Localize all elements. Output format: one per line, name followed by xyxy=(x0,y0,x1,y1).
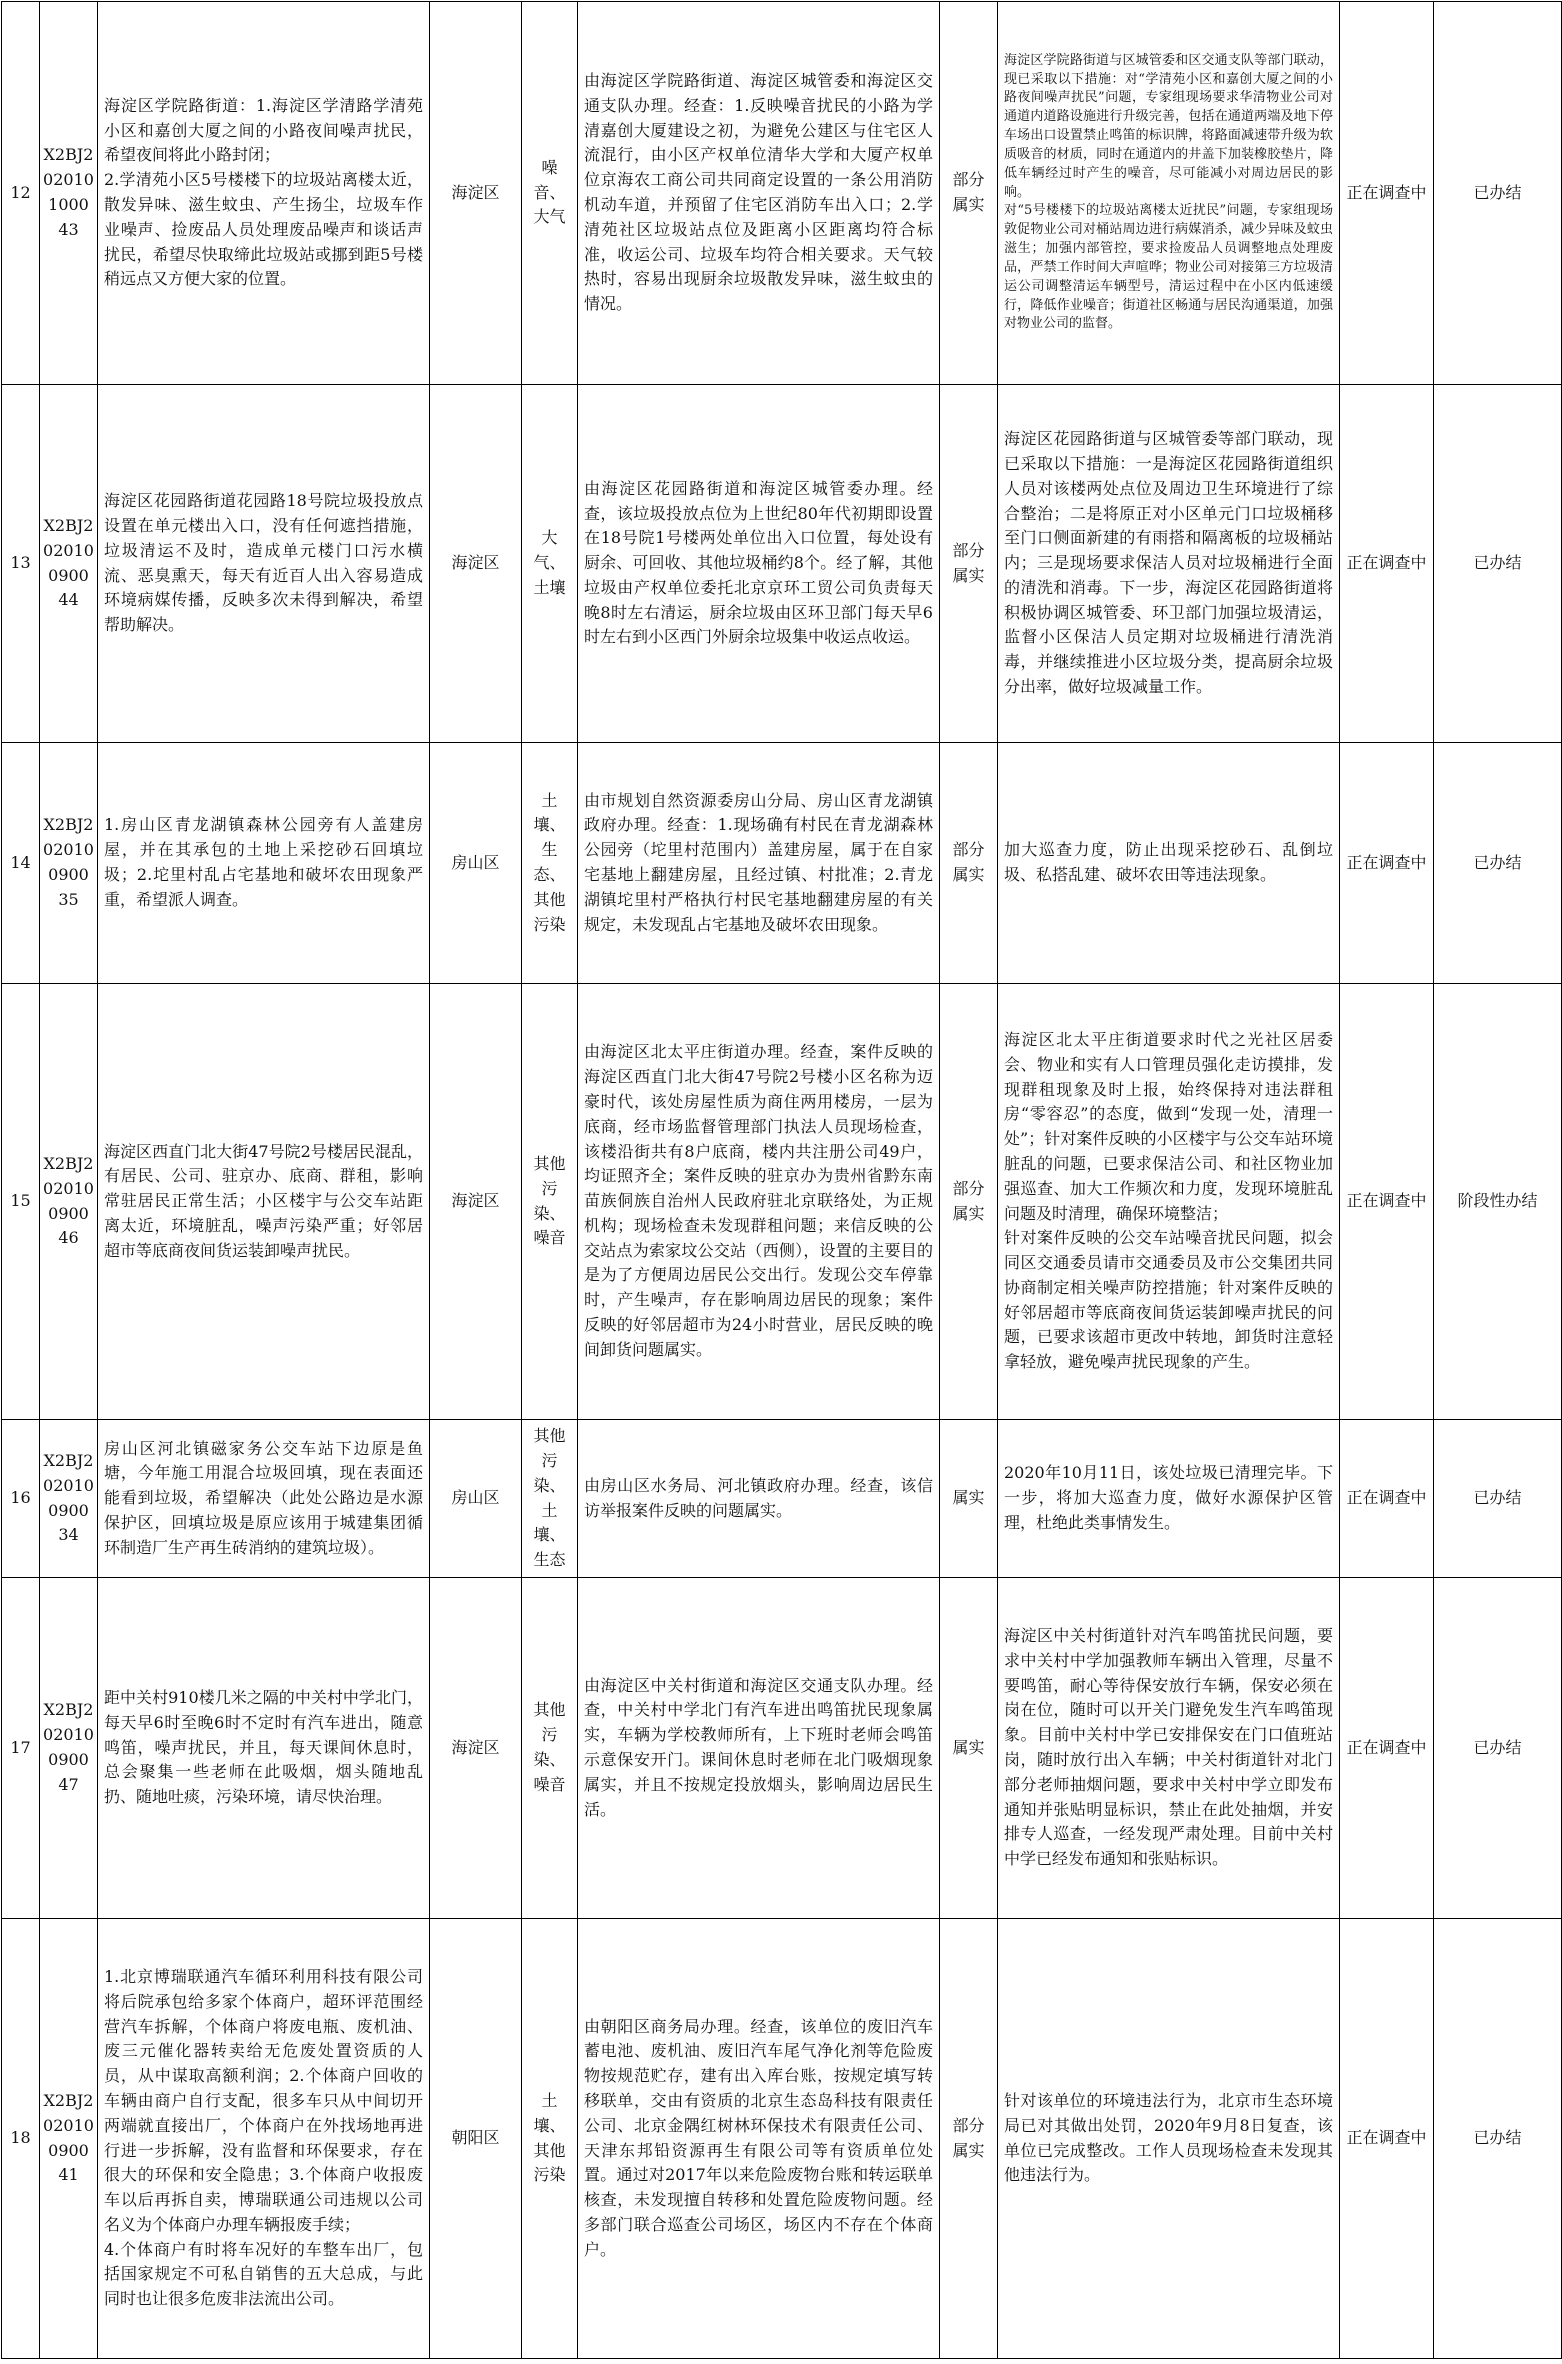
investigation-progress: 正在调查中 xyxy=(1340,2,1434,385)
case-code: X2BJ2020100900 34 xyxy=(40,1420,98,1578)
case-status: 已办结 xyxy=(1434,1420,1562,1578)
row-number: 14 xyxy=(2,743,40,984)
complaint-text: 1.房山区青龙湖镇森林公园旁有人盖建房屋，并在其承包的土地上采挖砂石回填垃圾；2.坨里村乱占宅基地和破坏农田现象严重，希望派人调查。 xyxy=(98,743,430,984)
pollution-type: 其他污染、土壤、生态 xyxy=(522,1420,578,1578)
investigation-result: 由房山区水务局、河北镇政府办理。经查，该信访举报案件反映的问题属实。 xyxy=(578,1420,940,1578)
verdict: 部分属实 xyxy=(940,2,998,385)
case-code: X2BJ2020100900 44 xyxy=(40,385,98,743)
row-number: 16 xyxy=(2,1420,40,1578)
case-code: X2BJ2020101000 43 xyxy=(40,2,98,385)
case-status: 阶段性办结 xyxy=(1434,984,1562,1420)
investigation-result: 由海淀区中关村街道和海淀区交通支队办理。经查，中关村中学北门有汽车进出鸣笛扰民现象属实，车辆为学校教师所有，上下班时老师会鸣笛示意保安开门。课间休息时老师在北门吸烟现象属实，并且不按规定投放烟头，影响周边居民生活。 xyxy=(578,1578,940,1919)
complaint-text: 海淀区花园路街道花园路18号院垃圾投放点设置在单元楼出入口，没有任何遮挡措施，垃圾清运不及时，造成单元楼门口污水横流、恶臭熏天，每天有近百人出入容易造成环境病媒传播，反映多次未得到解决，希望帮助解决。 xyxy=(98,385,430,743)
handling-measures: 针对该单位的环境违法行为，北京市生态环境局已对其做出处罚，2020年9月8日复查，该单位已完成整改。工作人员现场检查未发现其他违法行为。 xyxy=(998,1919,1340,2359)
investigation-result: 由海淀区花园路街道和海淀区城管委办理。经查，该垃圾投放点位为上世纪80年代初期即设置在18号院1号楼两处单位出入口位置，每处设有厨余、可回收、其他垃圾桶约8个。经了解，其他垃圾由产权单位委托北京京环工贸公司负责每天晚8时左右清运，厨余垃圾由区环卫部门每天早6时左右到小区西门外厨余垃圾集中收运点收运。 xyxy=(578,385,940,743)
investigation-result: 由海淀区学院路街道、海淀区城管委和海淀区交通支队办理。经查：1.反映噪音扰民的小路为学清嘉创大厦建设之初，为避免公建区与住宅区人流混行，由小区产权单位清华大学和大厦产权单位京海农工商公司共同商定设置的一条公用消防机动车道，并预留了住宅区消防车出入口；2.学清苑社区垃圾站点位及距离小区距离均符合标准，收运公司、垃圾车均符合相关要求。天气较热时，容易出现厨余垃圾散发异味，滋生蚊虫的情况。 xyxy=(578,2,940,385)
pollution-type: 噪音、大气 xyxy=(522,2,578,385)
verdict: 属实 xyxy=(940,1420,998,1578)
table-row xyxy=(2,1578,1562,1919)
pollution-type: 其他污染、噪音 xyxy=(522,1578,578,1919)
investigation-progress: 正在调查中 xyxy=(1340,984,1434,1420)
table-row xyxy=(2,984,1562,1420)
petition-table xyxy=(1,1,1562,2359)
case-status: 已办结 xyxy=(1434,2,1562,385)
investigation-result: 由市规划自然资源委房山分局、房山区青龙湖镇政府办理。经查：1.现场确有村民在青龙湖森林公园旁（坨里村范围内）盖建房屋，属于在自家宅基地上翻建房屋，且经过镇、村批准；2.青龙湖镇坨里村严格执行村民宅基地翻建房屋的有关规定，未发现乱占宅基地及破坏农田现象。 xyxy=(578,743,940,984)
district: 房山区 xyxy=(430,1420,522,1578)
pollution-type: 土壤、其他污染 xyxy=(522,1919,578,2359)
handling-measures: 海淀区学院路街道与区城管委和区交通支队等部门联动，现已采取以下措施：对“学清苑小区和嘉创大厦之间的小路夜间噪声扰民”问题，专家组现场要求华清物业公司对通道内道路设施进行升级完善，包括在通道两端及地下停车场出口设置禁止鸣笛的标识牌，将路面减速带升级为软质吸音的材质，同时在通道内的井盖下加装橡胶垫片，降低车辆经过时产生的噪音，尽可能减小对周边居民的影响。 对“5号楼楼下的垃圾站离楼太近扰民”问题，专家组现场敦促物业公司对桶站周边进行病媒消杀，减少异味及蚊虫滋生；加强内部管控，要求捡废品人员调整地点处理废品，严禁工作时间大声喧哗；物业公司对接第三方垃圾清运公司调整清运车辆型号，清运过程中在小区内低速缓行，降低作业噪音；街道社区畅通与居民沟通渠道，加强对物业公司的监督。 xyxy=(998,2,1340,385)
investigation-result: 由海淀区北太平庄街道办理。经查，案件反映的海淀区西直门北大街47号院2号楼小区名称为迈豪时代，该处房屋性质为商住两用楼房，一层为底商，经市场监督管理部门执法人员现场检查，该楼沿街共有8户底商，楼内共注册公司49户，均证照齐全；案件反映的驻京办为贵州省黔东南苗族侗族自治州人民政府驻北京联络处，为正规机构；现场检查未发现群租问题；来信反映的公交站点为索家坟公交站（西侧），设置的主要目的是为了方便周边居民公交出行。发现公交车停靠时，产生噪声，存在影响周边居民的现象；案件反映的好邻居超市为24小时营业，居民反映的晚间卸货问题属实。 xyxy=(578,984,940,1420)
case-code: X2BJ2020100900 46 xyxy=(40,984,98,1420)
investigation-result: 由朝阳区商务局办理。经查，该单位的废旧汽车蓄电池、废机油、废旧汽车尾气净化剂等危险废物按规范贮存，建有出入库台账，按规定填写转移联单，交由有资质的北京生态岛科技有限责任公司、北京金隅红树林环保技术有限责任公司、天津东邦铅资源再生有限公司等有资质单位处置。通过对2017年以来危险废物台账和转运联单核查，未发现擅自转移和处置危险废物问题。经多部门联合巡查公司场区，场区内不存在个体商户。 xyxy=(578,1919,940,2359)
verdict: 部分属实 xyxy=(940,984,998,1420)
investigation-progress: 正在调查中 xyxy=(1340,385,1434,743)
case-status: 已办结 xyxy=(1434,1919,1562,2359)
complaint-text: 海淀区西直门北大街47号院2号楼居民混乱，有居民、公司、驻京办、底商、群租，影响常驻居民正常生活；小区楼宇与公交车站距离太近，环境脏乱，噪声污染严重；好邻居超市等底商夜间货运装卸噪声扰民。 xyxy=(98,984,430,1420)
handling-measures: 加大巡查力度，防止出现采挖砂石、乱倒垃圾、私搭乱建、破坏农田等违法现象。 xyxy=(998,743,1340,984)
table-row xyxy=(2,743,1562,984)
investigation-progress: 正在调查中 xyxy=(1340,1420,1434,1578)
case-code: X2BJ2020100900 41 xyxy=(40,1919,98,2359)
table-row xyxy=(2,385,1562,743)
verdict: 属实 xyxy=(940,1578,998,1919)
district: 房山区 xyxy=(430,743,522,984)
row-number: 18 xyxy=(2,1919,40,2359)
complaint-text: 距中关村910楼几米之隔的中关村中学北门，每天早6时至晚6时不定时有汽车进出，随意鸣笛，噪声扰民，并且，每天课间休息时，总会聚集一些老师在此吸烟，烟头随地乱扔、随地吐痰，污染环境，请尽快治理。 xyxy=(98,1578,430,1919)
district: 朝阳区 xyxy=(430,1919,522,2359)
district: 海淀区 xyxy=(430,1578,522,1919)
case-status: 已办结 xyxy=(1434,1578,1562,1919)
verdict: 部分属实 xyxy=(940,385,998,743)
row-number: 17 xyxy=(2,1578,40,1919)
complaint-text: 1.北京博瑞联通汽车循环利用科技有限公司将后院承包给多家个体商户，超环评范围经营汽车拆解，个体商户将废电瓶、废机油、废三元催化器转卖给无危废处置资质的人员，从中谋取高额利润；2.个体商户回收的车辆由商户自行支配，很多车只从中间切开两端就直接出厂，个体商户在外找场地再进行进一步拆解，没有监督和环保要求，存在很大的环保和安全隐患；3.个体商户收报废车以后再拆自卖，博瑞联通公司违规以公司名义为个体商户办理车辆报废手续； 4.个体商户有时将车况好的车整车出厂，包括国家规定不可私自销售的五大总成，与此同时也让很多危废非法流出公司。 xyxy=(98,1919,430,2359)
case-code: X2BJ2020100900 35 xyxy=(40,743,98,984)
district: 海淀区 xyxy=(430,984,522,1420)
handling-measures: 2020年10月11日，该处垃圾已清理完毕。下一步，将加大巡查力度，做好水源保护区管理，杜绝此类事情发生。 xyxy=(998,1420,1340,1578)
investigation-progress: 正在调查中 xyxy=(1340,1919,1434,2359)
row-number: 12 xyxy=(2,2,40,385)
table-row xyxy=(2,2,1562,385)
case-code: X2BJ2020100900 47 xyxy=(40,1578,98,1919)
case-status: 已办结 xyxy=(1434,743,1562,984)
handling-measures: 海淀区中关村街道针对汽车鸣笛扰民问题，要求中关村中学加强教师车辆出入管理，尽量不要鸣笛，耐心等待保安放行车辆，保安必须在岗在位，随时可以开关门避免发生汽车鸣笛现象。目前中关村中学已安排保安在门口值班站岗，随时放行出入车辆；中关村街道针对北门部分老师抽烟问题，要求中关村中学立即发布通知并张贴明显标识，禁止在此处抽烟，并安排专人巡查，一经发现严肃处理。目前中关村中学已经发布通知和张贴标识。 xyxy=(998,1578,1340,1919)
row-number: 15 xyxy=(2,984,40,1420)
pollution-type: 大气、土壤 xyxy=(522,385,578,743)
district: 海淀区 xyxy=(430,2,522,385)
investigation-progress: 正在调查中 xyxy=(1340,743,1434,984)
pollution-type: 其他污染、噪音 xyxy=(522,984,578,1420)
pollution-type: 土壤、生态、其他污染 xyxy=(522,743,578,984)
verdict: 部分属实 xyxy=(940,743,998,984)
handling-measures: 海淀区北太平庄街道要求时代之光社区居委会、物业和实有人口管理员强化走访摸排，发现群租现象及时上报，始终保持对违法群租房“零容忍”的态度，做到“发现一处，清理一处”；针对案件反映的小区楼宇与公交车站环境脏乱的问题，已要求保洁公司、和社区物业加强巡查、加大工作频次和力度，发现环境脏乱问题及时清理，确保环境整洁； 针对案件反映的公交车站噪音扰民问题，拟会同区交通委员请市交通委员及市公交集团共同协商制定相关噪声防控措施；针对案件反映的好邻居超市等底商夜间货运装卸噪声扰民的问题，已要求该超市更改中转地，卸货时注意轻拿轻放，避免噪声扰民现象的产生。 xyxy=(998,984,1340,1420)
complaint-text: 海淀区学院路街道：1.海淀区学清路学清苑小区和嘉创大厦之间的小路夜间噪声扰民，希望夜间将此小路封闭； 2.学清苑小区5号楼楼下的垃圾站离楼太近，散发异味、滋生蚊虫、产生扬尘，垃圾车作业噪声、捡废品人员处理废品噪声和谈话声扰民，希望尽快取缔此垃圾站或挪到距5号楼稍远点又方便大家的位置。 xyxy=(98,2,430,385)
case-status: 已办结 xyxy=(1434,385,1562,743)
table-row xyxy=(2,1420,1562,1578)
district: 海淀区 xyxy=(430,385,522,743)
investigation-progress: 正在调查中 xyxy=(1340,1578,1434,1919)
verdict: 部分属实 xyxy=(940,1919,998,2359)
complaint-text: 房山区河北镇磁家务公交车站下边原是鱼塘，今年施工用混合垃圾回填，现在表面还能看到垃圾，希望解决（此处公路边是水源保护区，回填垃圾是原应该用于城建集团循环制造厂生产再生砖消纳的建筑垃圾）。 xyxy=(98,1420,430,1578)
table-row xyxy=(2,1919,1562,2359)
row-number: 13 xyxy=(2,385,40,743)
handling-measures: 海淀区花园路街道与区城管委等部门联动，现已采取以下措施：一是海淀区花园路街道组织人员对该楼两处点位及周边卫生环境进行了综合整治；二是将原正对小区单元门口垃圾桶移至门口侧面新建的有雨搭和隔离板的垃圾桶站内；三是现场要求保洁人员对垃圾桶进行全面的清洗和消毒。下一步，海淀区花园路街道将积极协调区城管委、环卫部门加强垃圾清运，监督小区保洁人员定期对垃圾桶进行清洗消毒，并继续推进小区垃圾分类，提高厨余垃圾分出率，做好垃圾减量工作。 xyxy=(998,385,1340,743)
